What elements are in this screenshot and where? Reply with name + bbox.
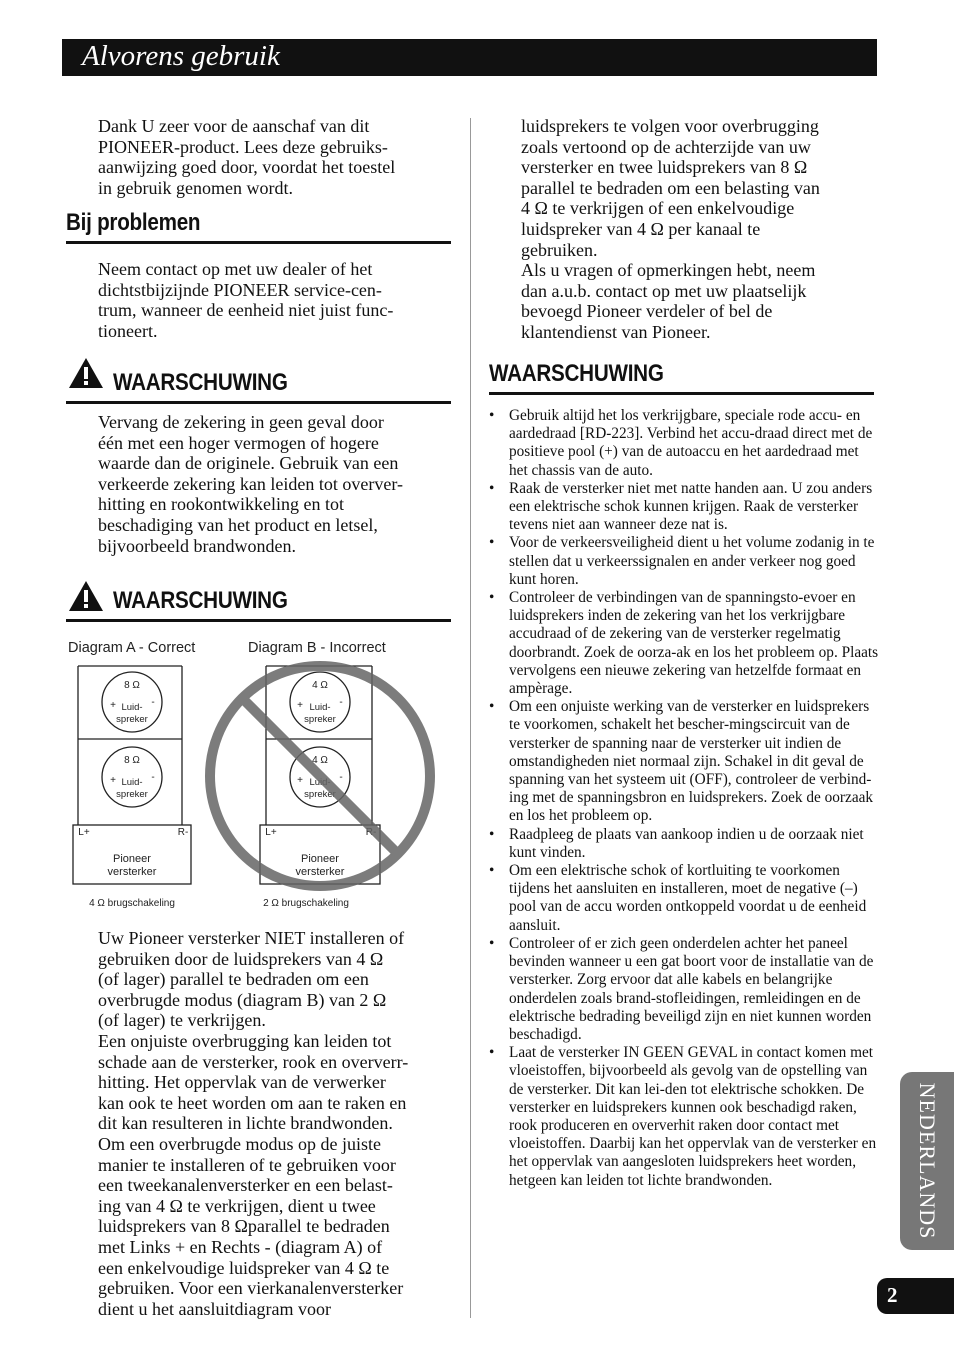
heading-rule — [489, 392, 874, 395]
list-item: • Gebruik altijd het los verkrijgbare, speciale rode accu- en aardedraad [RD-223]. Verbind het accu-draad direct met de positieve pool (+) van de autoaccu en het aardedraad met het chassis van de auto. — [489, 407, 873, 479]
minus-terminal: - — [339, 772, 343, 783]
speaker-label: Luid- — [121, 702, 143, 713]
language-tab[interactable] — [900, 1072, 954, 1250]
problems-paragraph: Neem contact op met uw dealer of het dichtstbijzijnde PIONEER service-cen- trum, wanneer de eenheid niet juist func- tioneert. — [98, 259, 394, 341]
speaker-a-top-ohm: 8 Ω — [124, 680, 140, 691]
problems-heading: Bij problemen — [66, 209, 201, 236]
l-plus-terminal: L+ — [265, 827, 277, 838]
warning2-heading: WAARSCHUWING — [113, 587, 288, 614]
warning-list — [489, 407, 881, 1190]
list-item: • Om een elektrische schok of kortluiting te voorkomen tijdens het aansluiten en installeren, moet de negative (–) pool van de accu worden ontkoppeld voordat u de eenheid aansluit. — [489, 862, 867, 934]
amplifier-label: Pioneer — [113, 853, 151, 865]
warning-triangle-icon — [68, 580, 104, 612]
heading-rule — [66, 401, 451, 404]
bullet-icon: • — [489, 825, 495, 843]
diagram-b-caption: 2 Ω brugschakeling — [263, 898, 349, 909]
bullet-icon: • — [489, 479, 495, 497]
speaker-b-top-ohm: 4 Ω — [312, 680, 328, 691]
diagram-a-title: Diagram A - Correct — [68, 640, 196, 656]
speaker-a-bottom-ohm: 8 Ω — [124, 755, 140, 766]
page-title: Alvorens gebruik — [82, 40, 280, 72]
bullet-icon: • — [489, 1044, 495, 1062]
speaker-label: spreker — [304, 714, 336, 725]
bullet-icon: • — [489, 407, 495, 424]
plus-terminal: + — [297, 700, 303, 711]
intro-paragraph: Dank U zeer voor de aanschaf van dit PIONEER-product. Lees deze gebruiks- aanwijzing goed door, voordat het toestel in gebruik genomen wordt. — [98, 116, 396, 198]
speaker-label: spreker — [116, 789, 148, 800]
heading-rule — [66, 241, 451, 244]
column-divider — [470, 118, 471, 1318]
l-plus-terminal: L+ — [78, 827, 90, 838]
bridge-paragraph: Uw Pioneer versterker NIET installeren of gebruiken door de luidsprekers van 4 Ω (of lager) parallel te bedraden om een overbrugde modus (diagram B) van 2 Ω (of lager) te verkrijgen. Een onjuiste overbrugging kan leiden tot schade aan de versterker, rook en oververr- hitting. Het oppervlak van de verwerker kan ook te heet worden om aan te raken en dit kan resulteren in lichte brandwonden. Om een overbrugde modus op de juiste manier te installeren of te gebruiken voor een tweekanalenversterker en een belast- ing van 4 Ω te verkrijgen, dient u twee luidsprekers van 8 Ωparallel te bedraden met Links + en Rechts - (diagram A) of een enkelvoudige luidspreker van 4 Ω te gebruiken. Voor een vierkanalenversterker dient u het aansluitdiagram voor — [98, 928, 409, 1319]
speaker-label: spreker — [116, 714, 148, 725]
bullet-icon: • — [489, 698, 495, 716]
speaker-label: Luid- — [309, 777, 331, 788]
speaker-label: Luid- — [121, 777, 143, 788]
plus-terminal: + — [297, 775, 303, 786]
list-item: • Raak de versterker niet met natte handen aan. U zou anders een elektrische schok kunnen krijgen. Raak de versterker tevens niet aan wanneer deze nat is. — [489, 479, 873, 534]
list-item: • Laat de versterker IN GEEN GEVAL in contact komen met vloeistoffen, bijvoorbeeld als gevolg van de opstelling van de versterker. Dit kan lei-den tot elektrische schokken. De versterker en luidsprekers kunnen ook beschadigd raken, rook produceren en oververhit raken door contact met vloeistoffen. Daarbij kan het oppervlak van de versterker en het oppervlak van aangesloten luidsprekers heet worden, hetgeen kan leiden tot lichte brandwonden. — [489, 1044, 877, 1189]
r-minus-terminal: R- — [365, 827, 377, 838]
page-number-badge — [877, 1278, 954, 1314]
page-number: 2 — [887, 1283, 898, 1307]
bullet-icon: • — [489, 534, 495, 552]
wiring-diagram — [66, 630, 446, 920]
diagram-b-title: Diagram B - Incorrect — [248, 640, 386, 656]
minus-terminal: - — [151, 697, 155, 708]
list-item: • Controleer de verbindingen van de spanningsto-evoer en luidsprekers inden de zekering van het los verkrijgbare accudraad of de zekering van de versterker regelmatig doorbrandt. Zoek de oorza-ak en los het probleem op. Plaats vervolgens een nieuwe zekering van hetzelfde formaat en ampèrage. — [489, 589, 879, 698]
amplifier-label: versterker — [107, 866, 157, 878]
plus-terminal: + — [110, 700, 116, 711]
header-bar — [62, 39, 877, 76]
list-item: • Voor de verkeersveiligheid dient u het volume zodanig in te stellen dat u verkeerssignalen en ander verkeer nog goed kunt horen. — [489, 534, 875, 588]
plus-terminal: + — [110, 775, 116, 786]
warning-triangle-icon — [68, 357, 104, 389]
minus-terminal: - — [151, 772, 155, 783]
diagram-a-caption: 4 Ω brugschakeling — [89, 898, 175, 909]
heading-rule — [66, 619, 451, 622]
warning1-paragraph: Vervang de zekering in geen geval door één met een hoger vermogen of hogere waarde dan de originele. Gebruik van een verkeerde zekering kan leiden tot overver- hitting en rookontwikkeling en tot beschadiging van het product en letsel, bijvoorbeeld brandwonden. — [98, 412, 403, 556]
amplifier-label: Pioneer — [301, 853, 339, 865]
speaker-b-bottom-ohm: 4 Ω — [312, 755, 328, 766]
list-item: • Controleer of er zich geen onderdelen achter het paneel bevinden wanneer u een gat boort voor de installatie van de versterker. Zorg ervoor dat alle kabels en belangrijke onderdelen zoals brand-stofleidingen, remleidingen en de elektrische bedrading beveiligd zijn en niet kunnen worden beschadigd. — [489, 934, 874, 1043]
right-top-paragraph: luidsprekers te volgen voor overbrugging zoals vertoond op de achterzijde van uw versterker en twee luidsprekers van 8 Ω parallel te bedraden om een belasting van 4 Ω te verkrijgen of een enkelvoudige luidspreker van 4 Ω per kanaal te gebruiken. Als u vragen of opmerkingen hebt, neem dan a.u.b. contact op met uw plaatselijk bevoegd Pioneer verdeler of bel de klantendienst van Pioneer. — [521, 116, 820, 342]
amplifier-label: versterker — [295, 866, 345, 878]
bullet-icon: • — [489, 934, 495, 952]
speaker-label: spreker — [304, 789, 336, 800]
warning1-heading: WAARSCHUWING — [113, 369, 288, 396]
diagram-a — [73, 666, 191, 884]
list-item: • Om een onjuiste werking van de versterker en luidsprekers te voorkomen, schakelt het bescher-mingscircuit van de versterker de spanning naar de versterker uit indien de omstandigheden niet normaal zijn. Schakel in dit geval de spanning van het systeem uit (OFF), controleer de verbind-ing met de spanningsbron en luidsprekers. Zoek de oorzaak en los het probleem op. — [489, 698, 874, 825]
r-minus-terminal: R- — [177, 827, 189, 838]
list-item: • Raadpleeg de plaats van aankoop indien u de oorzaak niet kunt vinden. — [489, 825, 864, 861]
minus-terminal: - — [339, 697, 343, 708]
bullet-icon: • — [489, 862, 495, 880]
language-tab-label: NEDERLANDS — [915, 1082, 940, 1240]
speaker-label: Luid- — [309, 702, 331, 713]
bullet-icon: • — [489, 589, 495, 607]
right-warning-heading: WAARSCHUWING — [489, 360, 664, 387]
